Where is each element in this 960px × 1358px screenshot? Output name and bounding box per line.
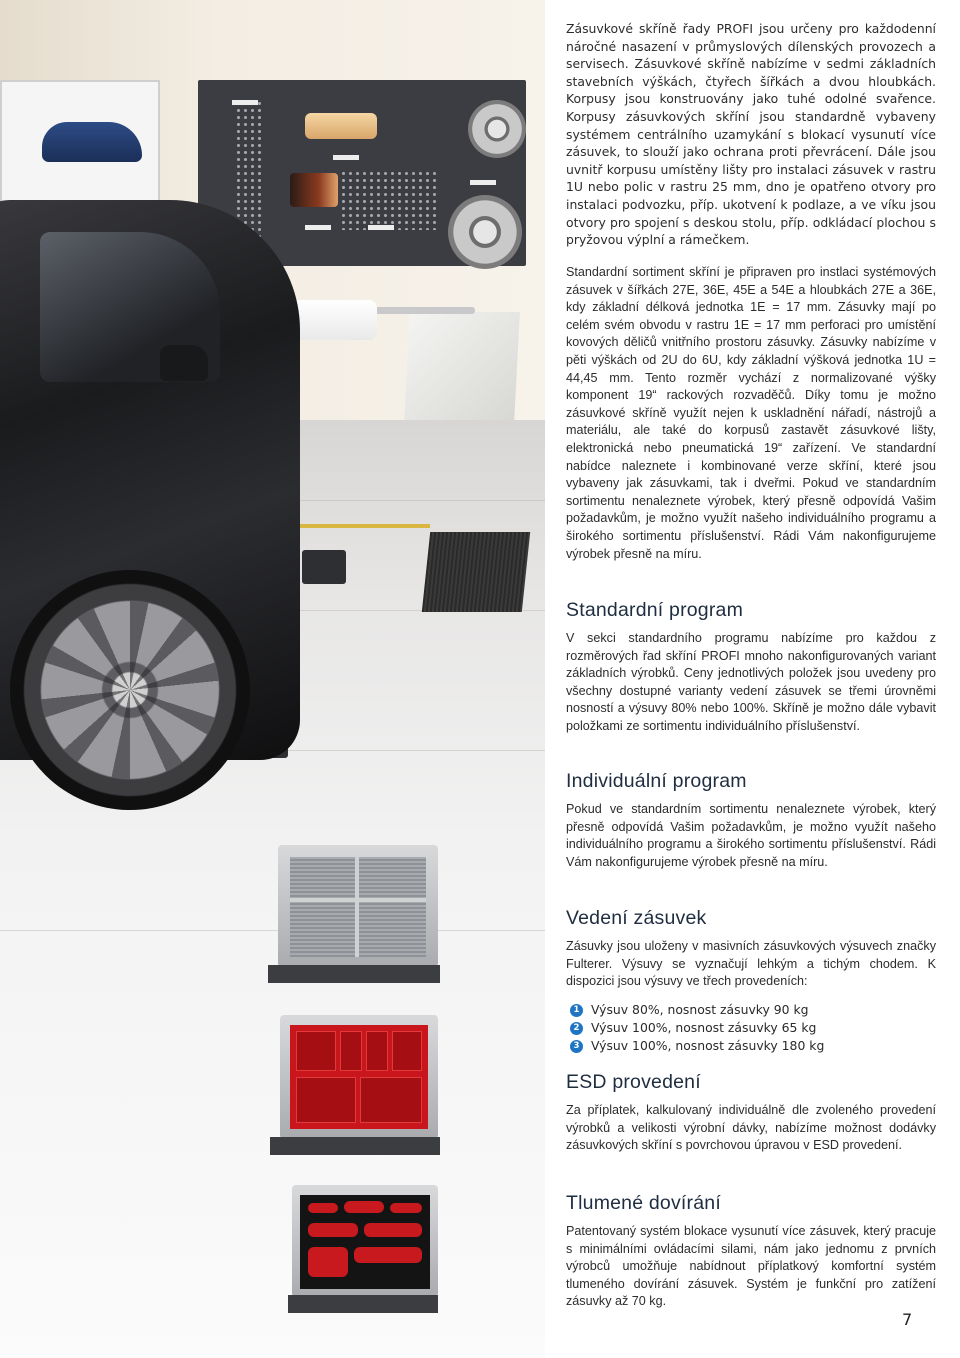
car-mirror (160, 345, 208, 381)
esd-text: Za příplatek, kalkulovaný individuálně dle zvoleného provedení výrobků a velikosti výrobní dávky, nabízíme možnost dodávky zásuvkových skříní s povrchovou úpravou v ESD provedení. (566, 1103, 936, 1153)
number-badge: 2 (570, 1022, 583, 1035)
list-item-label: Výsuv 80%, nosnost zásuvky 90 kg (591, 1002, 809, 1017)
heading-damped-closing: Tlumené dovírání (566, 1192, 721, 1214)
page-number: 7 (902, 1310, 913, 1329)
standard-program-text: V sekci standardního programu nabízíme pro každou z rozměrových řad skříní PROFI mnoho nakonfigurovaných variant základních výrobků. Ceny jednotlivých položek jsou uvedeny pro všechny dostupné varianty vedení zásuvek se třemi úrovněmi nosností a výsuvy 80% nebo 100%. Skříně je možno dále vybavit položkami ze sortimentu individuálního příslušenství. (566, 631, 936, 733)
list-item-label: Výsuv 100%, nosnost zásuvky 180 kg (591, 1038, 825, 1053)
damped-closing-text: Patentovaný systém blokace vysunutí více zásuvek, který pracuje s minimálními ovládacími silami, nám jako jednomu z prvních výrobců umožňuje nabídnout příplatkový komfortní systém tlumeného dovírání zásuvek. Systém je funkční pro zatížení zásuvky až 70 kg. (566, 1224, 936, 1309)
panel-tag (232, 100, 258, 105)
heading-esd: ESD provedení (566, 1071, 701, 1093)
lift-pad (302, 550, 346, 584)
taillight-part (290, 173, 338, 207)
list-item-label: Výsuv 100%, nosnost zásuvky 65 kg (591, 1020, 817, 1035)
number-badge: 1 (570, 1004, 583, 1017)
standard-assortment-paragraph: Standardní sortiment skříní je připraven pro instlaci systémových zásuvek v šířkách 27E, 36E, 45E a 54E a hloubkách 27E a 36E, kdy základní délková jednotka 1E = 17 mm. Zásuvky mají po celém svém obvodu v rastru 1E = 17 mm perforaci pro umístění kovových děličů vnitřního prostoru zásuvky. Zásuvky nabízíme v pěti výškách od 2U do 6U, kdy základní výšková jednotka 1U = 44,45 mm. Tento rozměr vychází z normalizované výšky komponent 19“ rackových rozvaděčů. Díky tomu je možno zásuvkové skříně využít nejen k uskladnění nářadí, nástrojů a materiálu, ale také do korpusů zastavět zásuvkové lišty, elektronická nebo pneumatická 19“ zařízení. Ve standardní nabídce naleznete i kombinované verze skříní, které jsou vybaveny jak zásuvkami, tak i dveřmi. Pokud ve standardním sortimentu nenaleznete výrobek, který přesně odpovídá Vašim požadavkům, je možno využít našeho individuálního programu a širokého sortimentu příslušenství. Rádi Vám nakonfigurujeme výrobek přesně na míru. (566, 265, 936, 561)
brake-disc-part (448, 195, 522, 269)
brake-disc-part (468, 100, 526, 158)
panel-tag (368, 225, 394, 230)
paper-roll (287, 300, 377, 340)
car-poster (0, 80, 160, 210)
heading-standard-program: Standardní program (566, 599, 744, 621)
intro-paragraph: Zásuvkové skříně řady PROFI jsou určeny pro každodenní náročné nasazení v průmyslových dílenských provozech a servisech. Zásuvkové skříně nabízíme v sedmi základních stavebních výškách, čtyřech šířkách a dvou hloubkách. Korpusy jsou konstruovány jako tuhé odolné svařence. Korpusy zásuvkových skříní jsou standardně vybaveny systémem centrálního uzamykání s blokací vysunutí více zásuvek, to slouží jako ochrana proti převrácení. Dále jsou uvnitř korpusu umístěny lišty pro instalaci zásuvek v rastru 1U nebo polic v rastru 25 mm, dno je opatřeno otvory pro instalaci podvozku, příp. ukotvení k podlaze, a ve víku jsou otvory pro spojení s deskou stolu, příp. odkládací plochou s pryžovou výplní a rámečkem. (566, 21, 936, 248)
list-item (570, 1019, 930, 1037)
panel-tag (305, 225, 331, 230)
list-item (570, 1001, 930, 1019)
drawer-guides-text: Zásuvky jsou uloženy v masivních zásuvkových výsuvech značky Fulterer. Výsuvy se vyznačují lehkým a tichým chodem. K dispozici jsou výsuvy ve třech provedeních: (566, 939, 936, 989)
drain-grate (422, 532, 530, 612)
list-item (570, 1037, 930, 1055)
panel-tag (333, 155, 359, 160)
drawer-with-red-inserts (270, 1015, 440, 1155)
panel-tag (470, 180, 496, 185)
drawer-with-dividers (268, 845, 440, 985)
poster-car-image (42, 122, 142, 162)
air-filter-part (305, 113, 377, 139)
number-badge: 3 (570, 1040, 583, 1053)
drawer-with-foam-inserts (288, 1185, 438, 1315)
wheel-spokes (10, 570, 250, 810)
panel-perforation (340, 170, 440, 230)
heading-individual-program: Individuální program (566, 770, 747, 792)
heading-drawer-guides: Vedení zásuvek (566, 907, 707, 929)
hanging-towel (404, 312, 520, 422)
drawer-guides-list (570, 1001, 930, 1055)
individual-program-text: Pokud ve standardním sortimentu nenaleznete výrobek, který přesně odpovídá Vašim požadavkům, je možno využít našeho individuálního programu a širokého sortimentu příslušenství. Rádi Vám nakonfigurujeme výrobek přesně na míru. (566, 802, 936, 869)
